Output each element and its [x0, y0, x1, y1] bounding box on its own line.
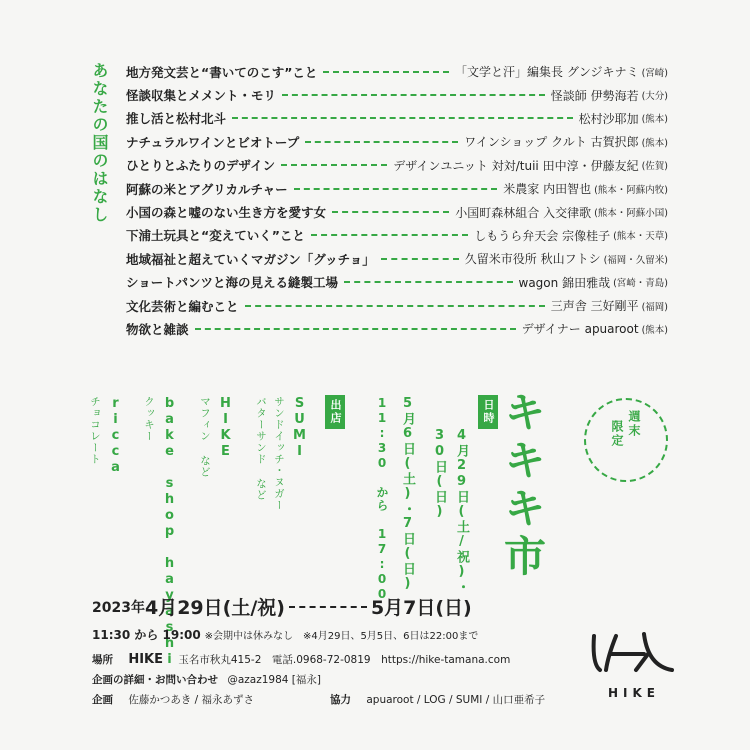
dash-leader — [332, 211, 449, 213]
talk-row — [126, 247, 668, 270]
dash-leader — [323, 71, 449, 73]
talk-title: 文化芸術と編むこと — [126, 298, 239, 314]
place-label: 場所 — [92, 654, 113, 666]
vendors-label: 出店 — [325, 395, 345, 429]
talk-title: ひとりとふたりのデザイン — [126, 158, 276, 174]
start-date: 4月29日(土/祝) — [144, 597, 285, 619]
period-line — [92, 593, 472, 620]
place-address: 玉名市秋丸415-2 電話.0968-72-0819 https://hike-tamana.com — [178, 654, 511, 666]
vendor-name: bake shop hayashi — [162, 396, 177, 668]
hours-note: ※会期中は休みなし ※4月29日、5月5日、6日は22:00まで — [204, 631, 479, 642]
talk-region: (宮崎・青島) — [613, 278, 668, 290]
limited-text-2: 限定 — [610, 420, 624, 448]
coop-label: 協力 — [330, 694, 351, 706]
hours-line — [92, 626, 478, 643]
talk-row — [126, 60, 668, 83]
plan-line — [92, 692, 254, 707]
talk-region: (福岡) — [641, 301, 668, 313]
logo-text: HIKE — [608, 686, 661, 700]
contact-line — [92, 672, 321, 687]
talk-list — [126, 60, 668, 341]
talk-region: (熊本・阿蘇内牧) — [594, 184, 668, 196]
talk-region: (福岡・久留米) — [603, 254, 668, 266]
vendor-name: HIKE — [218, 396, 233, 460]
dash-leader — [305, 141, 458, 143]
talk-row — [126, 294, 668, 317]
talk-region: (宮崎) — [641, 67, 668, 79]
talk-title: 阿蘇の米とアグリカルチャー — [126, 181, 288, 197]
coop-line — [330, 692, 545, 707]
dash-leader — [294, 188, 498, 190]
talk-title: 物欲と雑談 — [126, 321, 189, 337]
talk-speaker: 米農家 内田智也 — [503, 182, 592, 197]
talk-row — [126, 224, 668, 247]
talk-speaker: 「文学と汗」編集長 グンジキナミ — [455, 65, 639, 80]
plan-label: 企画 — [92, 694, 113, 706]
talk-row — [126, 154, 668, 177]
talk-row — [126, 177, 668, 200]
talk-region: (熊本・阿蘇小国) — [594, 208, 668, 220]
contact-label: 企画の詳細・お問い合わせ — [92, 674, 218, 686]
talk-speaker: 松村沙耶加 — [578, 111, 639, 126]
talk-title: 怪談収集とメメント・モリ — [126, 88, 277, 104]
event-name: キキキ市 — [498, 390, 547, 582]
year: 2023年 — [92, 599, 145, 616]
date-line-1: 4月29日(土/祝)・ — [454, 428, 469, 594]
date-line-3: 5月6日(土)・7日(日) — [400, 396, 415, 592]
hike-logo-icon — [588, 626, 678, 676]
talk-title: ショートパンツと海の見える縫製工場 — [126, 275, 339, 291]
dash-leader — [289, 606, 367, 608]
talk-speaker: しもうら弁天会 宗像桂子 — [474, 228, 611, 243]
coop: apuaroot / LOG / SUMI / 山口亜希子 — [366, 694, 546, 706]
dash-leader — [311, 234, 468, 236]
talk-title: 地方発文芸と“書いてのこす”こと — [126, 64, 318, 80]
time-line: 11:30 から 17:00 — [375, 396, 389, 602]
dash-leader — [195, 328, 516, 330]
talk-row — [126, 271, 668, 294]
talk-region: (熊本) — [641, 324, 668, 336]
talk-title: ナチュラルワインとビオトープ — [126, 134, 300, 150]
talk-speaker: デザイナー apuaroot — [521, 322, 639, 337]
talk-title: 地域福祉と超えていくマガジン「グッチョ」 — [126, 251, 375, 267]
talk-region: (熊本) — [641, 137, 668, 149]
talk-row — [126, 200, 668, 223]
talk-region: (大分) — [641, 91, 668, 103]
talk-row — [126, 130, 668, 153]
vendor-desc: チョコレート — [89, 396, 101, 465]
end-date: 5月7日(日) — [370, 597, 472, 619]
talk-speaker: wagon 錦田雅哉 — [518, 275, 611, 290]
vendor-desc: サンドイッチ・ヌガー — [273, 396, 285, 511]
talk-title: 下浦土玩具と“変えていく”こと — [126, 228, 305, 244]
talk-speaker: 久留米市役所 秋山フトシ — [464, 252, 601, 267]
talk-speaker: ワインショップ クルト 古賀択郎 — [464, 135, 639, 150]
vendor-desc: バターサンド など — [255, 396, 267, 501]
talk-row — [126, 107, 668, 130]
dash-leader — [245, 305, 545, 307]
plan: 佐藤かつあき / 福永あずさ — [128, 694, 255, 706]
talk-speaker: 小国町森林組合 入交律歌 — [455, 205, 592, 220]
talk-speaker: 三声舎 三好剛平 — [550, 299, 639, 314]
hours: 11:30 から 19:00 — [92, 628, 201, 642]
place-name: HIKE — [128, 652, 164, 667]
talk-row — [126, 83, 668, 106]
talk-speaker: 怪談師 伊勢海若 — [550, 88, 639, 103]
talk-region: (熊本) — [641, 114, 668, 126]
limited-text-1: 週末 — [627, 410, 641, 438]
vendor-desc: マフィン など — [199, 396, 211, 478]
contact: @azaz1984 [福永] — [227, 674, 321, 686]
talk-region: (佐賀) — [641, 161, 668, 173]
place-line — [92, 652, 510, 667]
talk-speaker: デザインユニット 対対/tuii 田中淳・伊藤友紀 — [393, 158, 639, 173]
talk-region: (熊本・天草) — [613, 231, 668, 243]
vendor-desc: クッキー — [143, 396, 155, 442]
vertical-title: あなたの国のはなし — [90, 62, 109, 224]
dash-leader — [381, 258, 459, 260]
dash-leader — [282, 94, 545, 96]
talk-row — [126, 317, 668, 340]
schedule-label: 日時 — [478, 395, 498, 429]
vendor-name: SUMI — [292, 396, 307, 460]
vendor-name: ricca — [108, 396, 123, 476]
dash-leader — [281, 164, 387, 166]
talk-title: 小国の森と嘘のない生き方を愛す女 — [126, 205, 327, 221]
talk-title: 推し活と松村北斗 — [126, 111, 227, 127]
dash-leader — [344, 281, 513, 283]
dash-leader — [232, 117, 573, 119]
date-line-2: 30日(日) — [432, 428, 447, 520]
